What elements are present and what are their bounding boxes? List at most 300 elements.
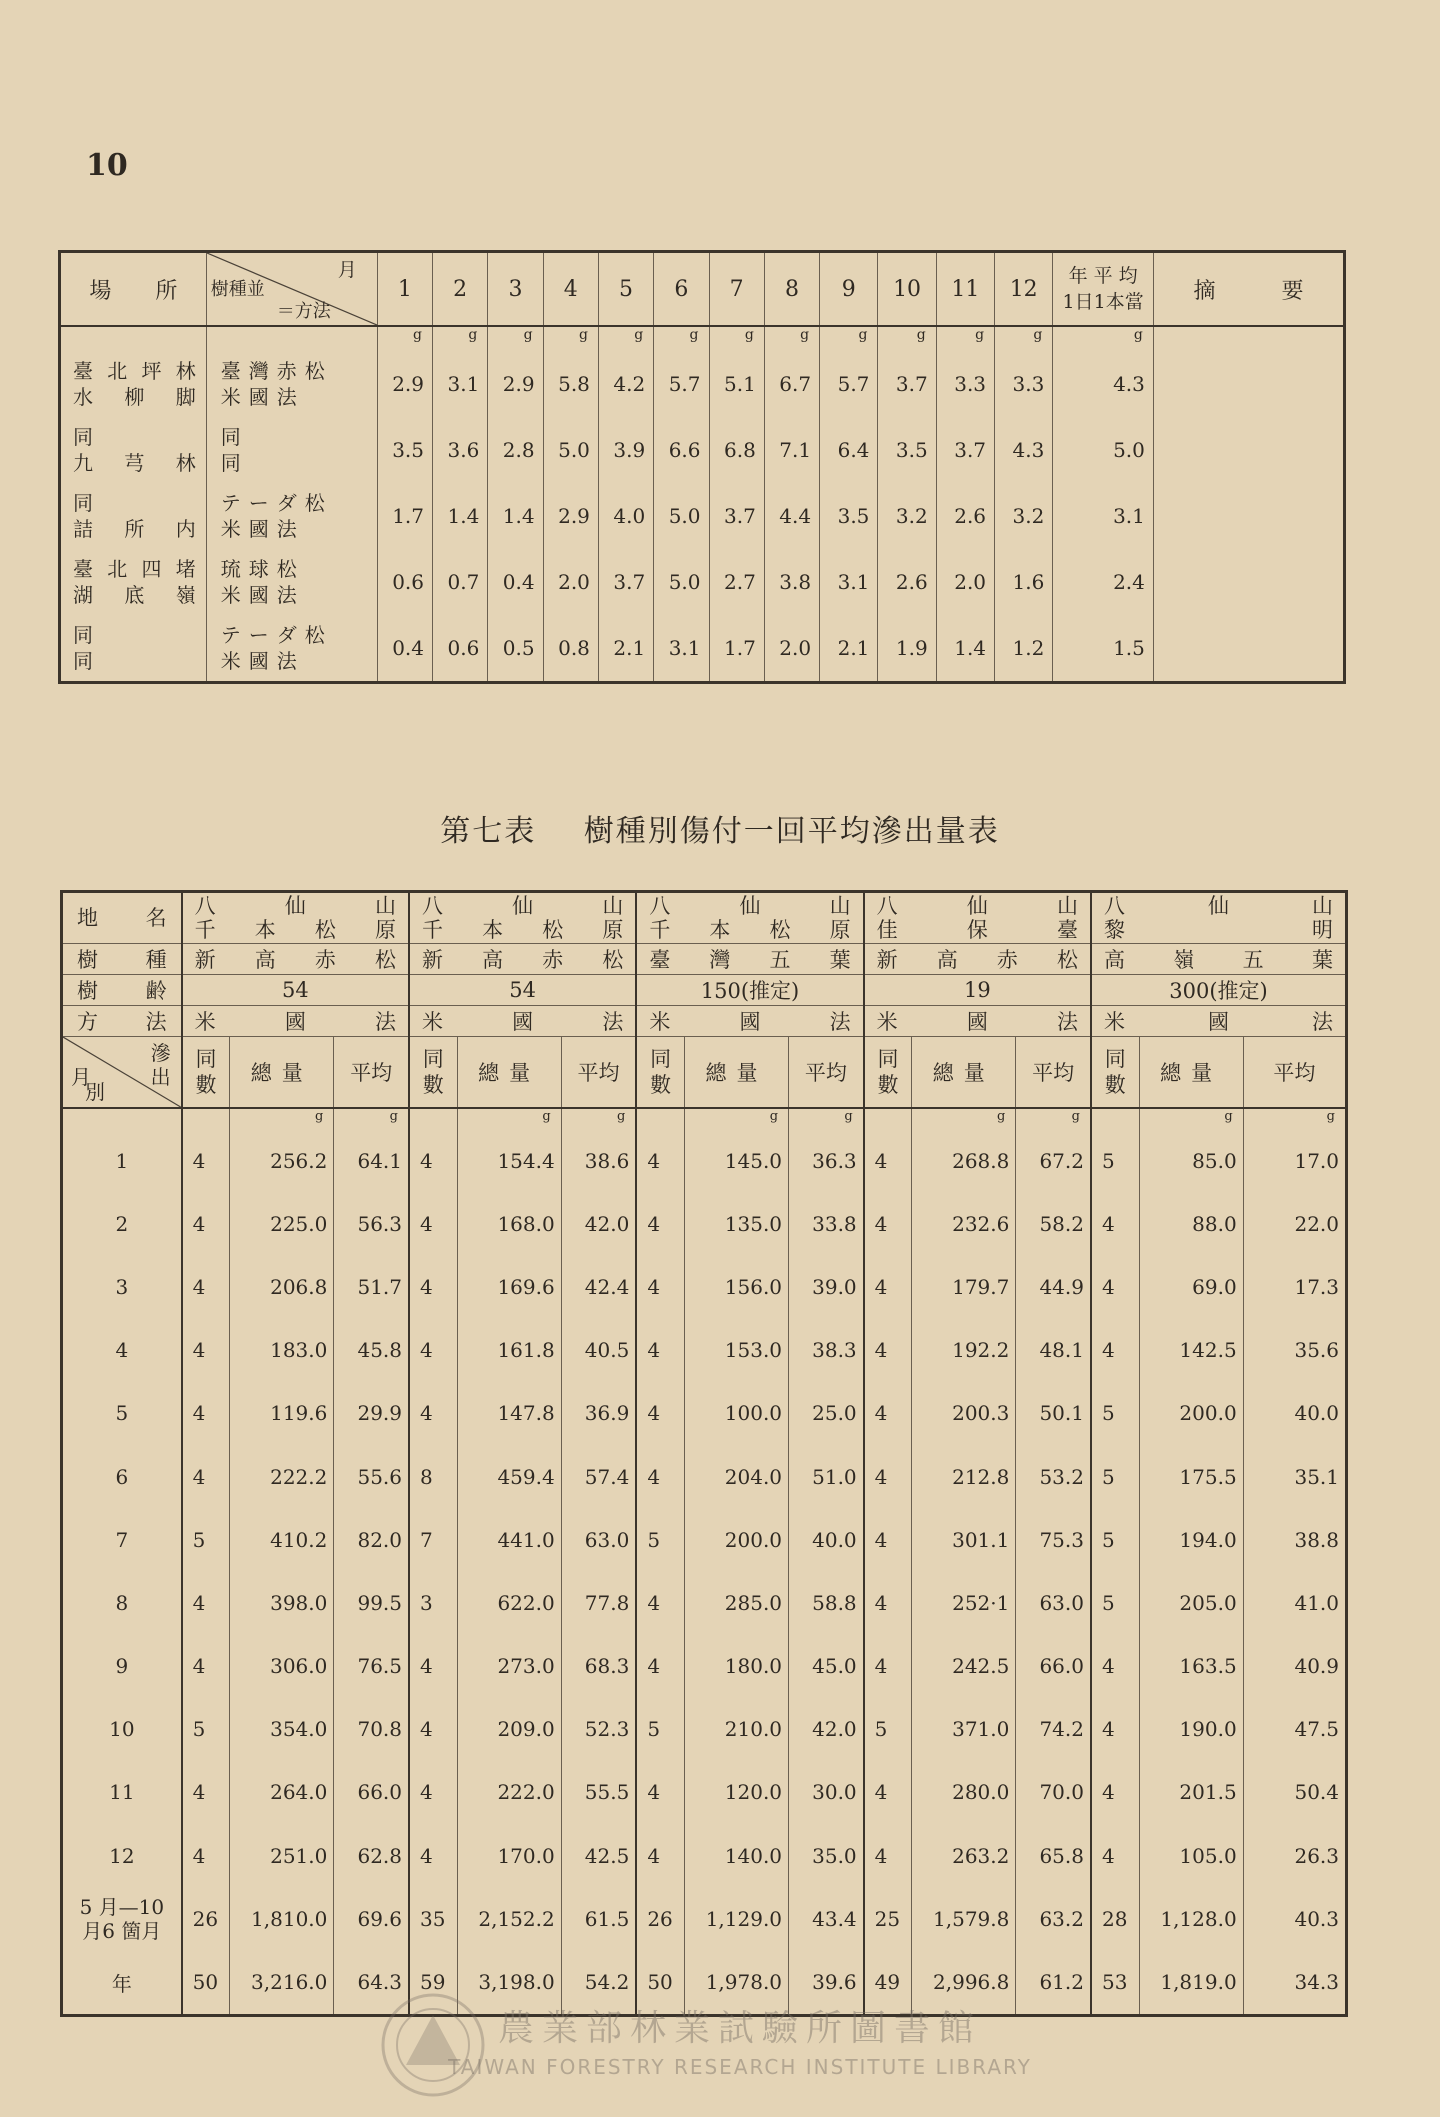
average-cell: 64.3 [334, 1950, 409, 2015]
annual-value-cell: 5.0 [1053, 417, 1154, 483]
remarks-cell [1153, 549, 1344, 615]
site-place-cell: 八仙山 千本松原 [182, 892, 409, 944]
month-value-cell: 0.5 [488, 615, 543, 683]
total-cell: 100.0 [684, 1382, 788, 1445]
average-cell: 48.1 [1016, 1319, 1091, 1382]
average-cell: 36.3 [789, 1129, 864, 1192]
month-value-cell: 3.7 [936, 417, 994, 483]
table-number: 第七表 [440, 814, 537, 849]
month-value-cell: 4.2 [598, 351, 653, 417]
count-cell: 4 [1091, 1192, 1139, 1255]
month-value-cell: 3.7 [878, 351, 936, 417]
total-cell: 135.0 [684, 1192, 788, 1255]
average-cell: 67.2 [1016, 1129, 1091, 1192]
average-cell: 40.9 [1243, 1635, 1346, 1698]
month-label-cell: 6 [62, 1445, 182, 1508]
count-cell: 50 [182, 1950, 230, 2015]
average-cell: 38.6 [561, 1129, 636, 1192]
total-cell: 1,810.0 [230, 1887, 334, 1950]
annual-value-cell: 3.1 [1053, 483, 1154, 549]
average-cell: 41.0 [1243, 1571, 1346, 1634]
average-header: 平均 [789, 1037, 864, 1109]
site-method-cell: 米國法 [1091, 1006, 1347, 1037]
count-cell: 4 [864, 1571, 912, 1634]
site-species-cell: 臺灣五葉 [636, 944, 863, 975]
month-label-cell: 10 [62, 1698, 182, 1761]
month-value-cell: 3.2 [995, 483, 1053, 549]
table1-row [60, 549, 1345, 615]
count-cell: 4 [636, 1129, 684, 1192]
species-row-label: 樹種 [62, 944, 182, 975]
month-value-cell: 2.7 [709, 549, 764, 615]
place-cell: 同 同 [60, 615, 207, 683]
month-value-cell: 6.6 [654, 417, 709, 483]
count-cell: 4 [409, 1129, 457, 1192]
count-cell: 4 [1091, 1319, 1139, 1382]
month-value-cell: 3.5 [377, 417, 432, 483]
count-header: 同數 [1091, 1037, 1139, 1109]
total-cell: 200.0 [1139, 1382, 1243, 1445]
count-cell: 8 [409, 1445, 457, 1508]
total-cell: 153.0 [684, 1319, 788, 1382]
month-value-cell: 0.4 [488, 549, 543, 615]
average-cell: 43.4 [789, 1887, 864, 1950]
place-cell: 同 詰所内 [60, 483, 207, 549]
count-cell: 4 [636, 1445, 684, 1508]
total-cell: 200.3 [912, 1382, 1016, 1445]
count-cell: 4 [864, 1824, 912, 1887]
remarks-cell [1153, 615, 1344, 683]
month-value-cell: 4.4 [764, 483, 819, 549]
total-cell: 119.6 [230, 1382, 334, 1445]
average-cell: 42.4 [561, 1255, 636, 1318]
site-species-cell: 新高赤松 [409, 944, 636, 975]
total-cell: 354.0 [230, 1698, 334, 1761]
average-cell: 45.0 [789, 1635, 864, 1698]
month-value-cell: 2.6 [936, 483, 994, 549]
average-cell: 66.0 [334, 1761, 409, 1824]
total-cell: 194.0 [1139, 1508, 1243, 1571]
total-cell: 88.0 [1139, 1192, 1243, 1255]
month-corner-header: 滲 出 月 別 [62, 1037, 182, 1109]
month-header: 10 [878, 252, 936, 327]
table2-row [62, 1255, 1347, 1318]
species-corner-label: 樹種並 [210, 279, 265, 300]
total-header: 總量 [684, 1037, 788, 1109]
count-cell: 5 [1091, 1382, 1139, 1445]
month-header: 7 [709, 252, 764, 327]
month-value-cell: 3.1 [820, 549, 878, 615]
average-cell: 50.1 [1016, 1382, 1091, 1445]
count-cell: 4 [409, 1761, 457, 1824]
month-value-cell: 2.8 [488, 417, 543, 483]
average-cell: 51.7 [334, 1255, 409, 1318]
count-cell: 4 [864, 1445, 912, 1508]
table2-row [62, 1319, 1347, 1382]
method-row-label: 方法 [62, 1006, 182, 1037]
average-cell: 74.2 [1016, 1698, 1091, 1761]
count-cell: 4 [182, 1824, 230, 1887]
month-value-cell: 5.8 [543, 351, 598, 417]
month-value-cell: 3.7 [598, 549, 653, 615]
table1-row [60, 483, 1345, 549]
average-cell: 56.3 [334, 1192, 409, 1255]
species-method-cell: テーダ松 米國法 [206, 483, 377, 549]
page-number: 10 [86, 148, 128, 183]
month-value-cell: 5.7 [820, 351, 878, 417]
average-cell: 39.0 [789, 1255, 864, 1318]
count-cell: 5 [182, 1508, 230, 1571]
annual-value-cell: 1.5 [1053, 615, 1154, 683]
species-method-corner-header [206, 252, 377, 327]
table2-row [62, 1761, 1347, 1824]
remarks-cell [1153, 483, 1344, 549]
average-cell: 63.2 [1016, 1887, 1091, 1950]
total-header: 總量 [912, 1037, 1016, 1109]
month-label-cell: 5 [62, 1382, 182, 1445]
place-cell: 臺北四堵 湖底嶺 [60, 549, 207, 615]
total-cell: 1,579.8 [912, 1887, 1016, 1950]
total-cell: 263.2 [912, 1824, 1016, 1887]
month-value-cell: 6.7 [764, 351, 819, 417]
month-header: 2 [433, 252, 488, 327]
month-value-cell: 2.1 [820, 615, 878, 683]
average-cell: 17.3 [1243, 1255, 1346, 1318]
total-cell: 3,198.0 [457, 1950, 561, 2015]
month-label-cell: 12 [62, 1824, 182, 1887]
count-cell: 4 [409, 1319, 457, 1382]
count-cell: 4 [182, 1129, 230, 1192]
total-cell: 206.8 [230, 1255, 334, 1318]
total-cell: 225.0 [230, 1192, 334, 1255]
month-value-cell: 3.3 [936, 351, 994, 417]
average-cell: 40.0 [789, 1508, 864, 1571]
average-cell: 82.0 [334, 1508, 409, 1571]
average-cell: 39.6 [789, 1950, 864, 2015]
average-cell: 99.5 [334, 1571, 409, 1634]
total-header: 總量 [1139, 1037, 1243, 1109]
count-cell: 4 [409, 1255, 457, 1318]
count-cell: 5 [864, 1698, 912, 1761]
count-cell: 4 [636, 1192, 684, 1255]
count-cell: 4 [636, 1571, 684, 1634]
average-cell: 40.3 [1243, 1887, 1346, 1950]
month-value-cell: 4.0 [598, 483, 653, 549]
total-cell: 1,129.0 [684, 1887, 788, 1950]
month-header: 3 [488, 252, 543, 327]
month-value-cell: 7.1 [764, 417, 819, 483]
period-label-cell: 5 月—10 月6 箇月 [62, 1887, 182, 1950]
count-cell: 4 [1091, 1255, 1139, 1318]
total-cell: 205.0 [1139, 1571, 1243, 1634]
count-cell: 4 [636, 1761, 684, 1824]
month-value-cell: 0.6 [377, 549, 432, 615]
count-cell: 5 [1091, 1571, 1139, 1634]
average-cell: 50.4 [1243, 1761, 1346, 1824]
table2-row [62, 1824, 1347, 1887]
month-value-cell: 3.6 [433, 417, 488, 483]
age-row-label: 樹齢 [62, 975, 182, 1006]
total-header: 總量 [230, 1037, 334, 1109]
table1-row [60, 351, 1345, 417]
monthly-exudation-table: 場 所 月 樹種並 ＝方法 1 2 3 4 5 6 7 8 9 10 11 12 年 平 均 1日1本當 摘 要 g g g g g g g g g g g g g 臺北坪林 水柳脚 臺灣赤松 米國法 2.9 3.1 2.9 5.8 4.2 5.7 5.1 6.7 5.7 3.7 3.3 3.3 4.3 同 九芎林 同 同 3.5 3.6 2.8 5.0 3.9 6.6 6.8 7.1 6.4 3.5 3.7 4.3 5.0 同 詰所内 テーダ松 米國法 1.7 1.4 1.4 2.9 4.0 5.0 3.7 4.4 3.5 3.2 2.6 3.2 3.1 臺北四堵 湖底嶺 琉球松 米國法 0.6 0.7 0.4 2.0 3.7 5.0 2.7 3.8 3.1 2.6 2.0 1.6 2.4 同 同 テーダ松 米國法 0.4 0.6 0.5 0.8 2.1 3.1 1.7 2.0 2.1 1.9 1.4 1.2 1.5 [58, 250, 1346, 684]
month-value-cell: 1.7 [377, 483, 432, 549]
month-label-cell: 3 [62, 1255, 182, 1318]
month-header: 4 [543, 252, 598, 327]
average-cell: 42.5 [561, 1824, 636, 1887]
count-header: 同數 [182, 1037, 230, 1109]
average-cell: 61.5 [561, 1887, 636, 1950]
count-cell: 5 [1091, 1129, 1139, 1192]
average-cell: 30.0 [789, 1761, 864, 1824]
month-value-cell: 2.9 [488, 351, 543, 417]
month-corner-label: 月 [337, 259, 357, 281]
month-value-cell: 3.3 [995, 351, 1053, 417]
site-method-cell: 米國法 [409, 1006, 636, 1037]
month-value-cell: 3.8 [764, 549, 819, 615]
average-cell: 68.3 [561, 1635, 636, 1698]
month-value-cell: 1.4 [936, 615, 994, 683]
average-cell: 58.2 [1016, 1192, 1091, 1255]
total-cell: 210.0 [684, 1698, 788, 1761]
place-row-label: 地名 [62, 892, 182, 944]
average-cell: 75.3 [1016, 1508, 1091, 1571]
count-cell: 5 [1091, 1445, 1139, 1508]
month-label-cell: 1 [62, 1129, 182, 1192]
month-value-cell: 3.9 [598, 417, 653, 483]
average-cell: 53.2 [1016, 1445, 1091, 1508]
watermark-chinese: 農業部林業試驗所圖書館 [497, 2008, 982, 2049]
average-cell: 63.0 [561, 1508, 636, 1571]
average-cell: 33.8 [789, 1192, 864, 1255]
month-value-cell: 2.6 [878, 549, 936, 615]
count-cell: 4 [1091, 1761, 1139, 1824]
count-cell: 4 [182, 1192, 230, 1255]
average-cell: 29.9 [334, 1382, 409, 1445]
month-value-cell: 1.2 [995, 615, 1053, 683]
month-header: 8 [764, 252, 819, 327]
species-method-cell: 同 同 [206, 417, 377, 483]
count-cell: 4 [182, 1382, 230, 1445]
total-cell: 268.8 [912, 1129, 1016, 1192]
count-cell: 59 [409, 1950, 457, 2015]
total-cell: 622.0 [457, 1571, 561, 1634]
month-value-cell: 2.1 [598, 615, 653, 683]
place-header: 場 所 [60, 252, 207, 327]
average-cell: 61.2 [1016, 1950, 1091, 2015]
average-cell: 70.8 [334, 1698, 409, 1761]
site-age-cell: 150(推定) [636, 975, 863, 1006]
total-cell: 147.8 [457, 1382, 561, 1445]
site-species-cell: 新高赤松 [182, 944, 409, 975]
total-cell: 280.0 [912, 1761, 1016, 1824]
table2-row [62, 1445, 1347, 1508]
month-value-cell: 2.0 [543, 549, 598, 615]
average-cell: 25.0 [789, 1382, 864, 1445]
total-cell: 154.4 [457, 1129, 561, 1192]
total-cell: 256.2 [230, 1129, 334, 1192]
annual-average-header: 年 平 均 1日1本當 [1053, 252, 1154, 327]
average-cell: 26.3 [1243, 1824, 1346, 1887]
month-value-cell: 5.0 [654, 483, 709, 549]
average-cell: 17.0 [1243, 1129, 1346, 1192]
count-cell: 4 [864, 1761, 912, 1824]
count-cell: 4 [864, 1508, 912, 1571]
total-cell: 242.5 [912, 1635, 1016, 1698]
total-cell: 192.2 [912, 1319, 1016, 1382]
month-value-cell: 3.1 [433, 351, 488, 417]
total-cell: 179.7 [912, 1255, 1016, 1318]
count-cell: 4 [864, 1255, 912, 1318]
total-cell: 175.5 [1139, 1445, 1243, 1508]
month-value-cell: 3.5 [820, 483, 878, 549]
total-cell: 1,978.0 [684, 1950, 788, 2015]
total-cell: 273.0 [457, 1635, 561, 1698]
table2-row [62, 1635, 1347, 1698]
count-cell: 26 [182, 1887, 230, 1950]
annual-value-cell: 2.4 [1053, 549, 1154, 615]
site-place-cell: 八仙山 黎明 [1091, 892, 1347, 944]
total-cell: 200.0 [684, 1508, 788, 1571]
month-value-cell: 1.4 [488, 483, 543, 549]
month-label-cell: 4 [62, 1319, 182, 1382]
site-place-cell: 八仙山 千本松原 [636, 892, 863, 944]
count-cell: 4 [182, 1571, 230, 1634]
count-cell: 35 [409, 1887, 457, 1950]
species-method-cell: 臺灣赤松 米國法 [206, 351, 377, 417]
count-cell: 7 [409, 1508, 457, 1571]
total-cell: 120.0 [684, 1761, 788, 1824]
average-cell: 45.8 [334, 1319, 409, 1382]
count-cell: 4 [409, 1192, 457, 1255]
total-cell: 1,128.0 [1139, 1887, 1243, 1950]
library-watermark [380, 2000, 1100, 2079]
total-cell: 441.0 [457, 1508, 561, 1571]
average-cell: 38.8 [1243, 1508, 1346, 1571]
site-age-cell: 300(推定) [1091, 975, 1347, 1006]
month-value-cell: 3.1 [654, 615, 709, 683]
count-cell: 3 [409, 1571, 457, 1634]
remarks-header: 摘 要 [1153, 252, 1344, 327]
total-cell: 459.4 [457, 1445, 561, 1508]
total-cell: 222.2 [230, 1445, 334, 1508]
total-cell: 371.0 [912, 1698, 1016, 1761]
total-cell: 398.0 [230, 1571, 334, 1634]
count-cell: 4 [1091, 1824, 1139, 1887]
total-cell: 201.5 [1139, 1761, 1243, 1824]
count-cell: 4 [864, 1382, 912, 1445]
average-cell: 35.6 [1243, 1319, 1346, 1382]
site-place-cell: 八仙山 佳保臺 [864, 892, 1091, 944]
total-cell: 190.0 [1139, 1698, 1243, 1761]
count-header: 同數 [409, 1037, 457, 1109]
month-value-cell: 2.9 [543, 483, 598, 549]
count-cell: 4 [864, 1319, 912, 1382]
month-label-cell: 7 [62, 1508, 182, 1571]
month-value-cell: 5.1 [709, 351, 764, 417]
month-header: 5 [598, 252, 653, 327]
count-cell: 4 [409, 1698, 457, 1761]
month-label-cell: 年 [62, 1950, 182, 2015]
table1-row [60, 417, 1345, 483]
annual-value-cell: 4.3 [1053, 351, 1154, 417]
count-cell: 5 [636, 1508, 684, 1571]
average-cell: 58.8 [789, 1571, 864, 1634]
total-cell: 142.5 [1139, 1319, 1243, 1382]
count-header: 同數 [864, 1037, 912, 1109]
average-header: 平均 [334, 1037, 409, 1109]
count-cell: 4 [182, 1761, 230, 1824]
month-header: 12 [995, 252, 1053, 327]
remarks-cell [1153, 351, 1344, 417]
table-caption [0, 806, 1440, 850]
total-cell: 183.0 [230, 1319, 334, 1382]
average-cell: 65.8 [1016, 1824, 1091, 1887]
count-cell: 5 [1091, 1508, 1139, 1571]
average-cell: 51.0 [789, 1445, 864, 1508]
count-cell: 4 [182, 1635, 230, 1698]
count-cell: 4 [636, 1635, 684, 1698]
species-method-cell: テーダ松 米國法 [206, 615, 377, 683]
average-cell: 44.9 [1016, 1255, 1091, 1318]
count-cell: 53 [1091, 1950, 1139, 2015]
month-value-cell: 1.9 [878, 615, 936, 683]
month-value-cell: 4.3 [995, 417, 1053, 483]
month-value-cell: 2.0 [764, 615, 819, 683]
site-method-cell: 米國法 [636, 1006, 863, 1037]
total-cell: 69.0 [1139, 1255, 1243, 1318]
month-value-cell: 2.0 [936, 549, 994, 615]
place-cell: 同 九芎林 [60, 417, 207, 483]
count-cell: 4 [864, 1129, 912, 1192]
remarks-cell [1153, 417, 1344, 483]
average-cell: 47.5 [1243, 1698, 1346, 1761]
total-cell: 301.1 [912, 1508, 1016, 1571]
total-cell: 232.6 [912, 1192, 1016, 1255]
total-cell: 105.0 [1139, 1824, 1243, 1887]
total-cell: 1,819.0 [1139, 1950, 1243, 2015]
month-value-cell: 3.2 [878, 483, 936, 549]
average-header: 平均 [561, 1037, 636, 1109]
month-value-cell: 6.4 [820, 417, 878, 483]
average-cell: 34.3 [1243, 1950, 1346, 2015]
month-header: 6 [654, 252, 709, 327]
table2-row [62, 1382, 1347, 1445]
count-cell: 50 [636, 1950, 684, 2015]
count-header: 同數 [636, 1037, 684, 1109]
total-header: 總量 [457, 1037, 561, 1109]
total-cell: 156.0 [684, 1255, 788, 1318]
average-cell: 77.8 [561, 1571, 636, 1634]
table2-row [62, 1698, 1347, 1761]
count-cell: 4 [1091, 1635, 1139, 1698]
month-header: 11 [936, 252, 994, 327]
month-label-cell: 2 [62, 1192, 182, 1255]
month-value-cell: 0.6 [433, 615, 488, 683]
count-cell: 4 [636, 1255, 684, 1318]
site-age-cell: 54 [182, 975, 409, 1006]
count-cell: 4 [636, 1319, 684, 1382]
total-cell: 170.0 [457, 1824, 561, 1887]
site-method-cell: 米國法 [182, 1006, 409, 1037]
count-cell: 4 [1091, 1698, 1139, 1761]
month-value-cell: 5.7 [654, 351, 709, 417]
count-cell: 4 [409, 1824, 457, 1887]
total-cell: 145.0 [684, 1129, 788, 1192]
count-cell: 4 [182, 1319, 230, 1382]
count-cell: 28 [1091, 1887, 1139, 1950]
total-cell: 2,996.8 [912, 1950, 1016, 2015]
